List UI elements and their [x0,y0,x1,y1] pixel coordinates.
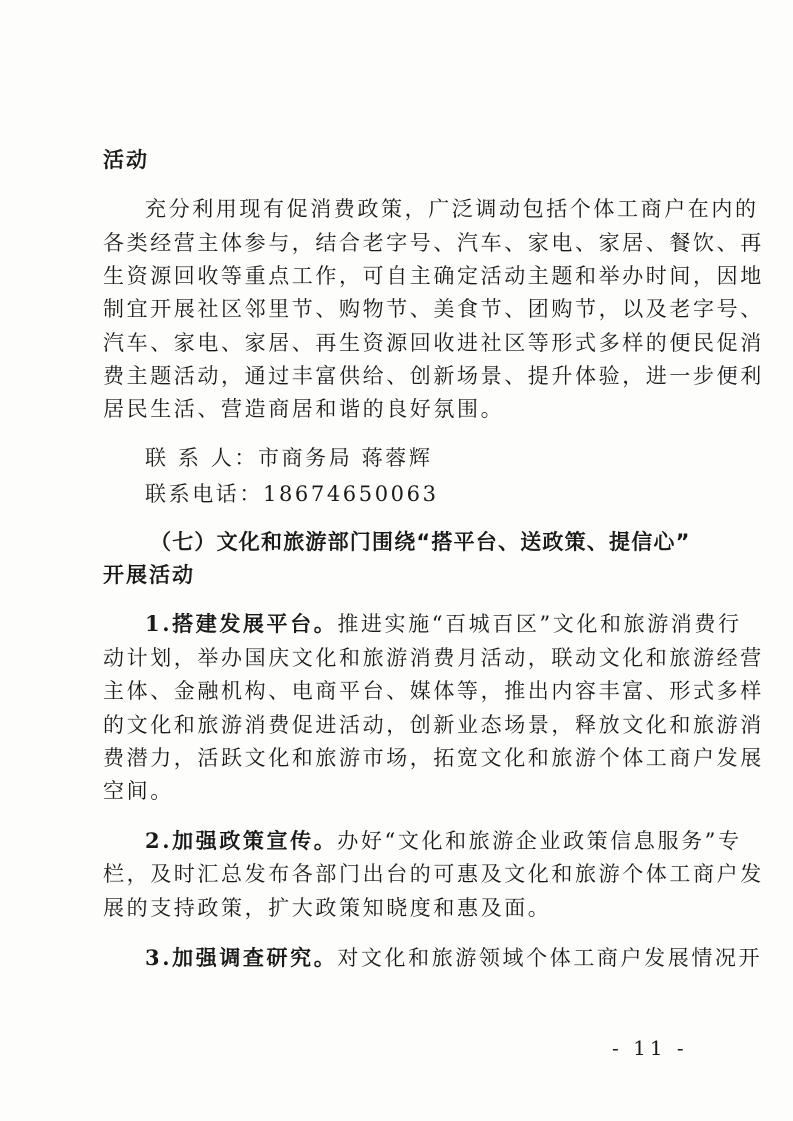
contact-person: 联 系 人：市商务局 蒋蓉辉 [145,446,433,470]
paragraph-line: 栏，及时汇总发布各部门出台的可惠及文化和旅游个体工商户发 [103,862,764,886]
paragraph-line: 制宜开展社区邻里节、购物节、美食节、团购节，以及老字号、 [103,297,764,321]
paragraph-line: 充分利用现有促消费政策，广泛调动包括个体工商户在内的 [145,197,759,221]
item-text: 推进实施“百城百区”文化和旅游消费行 [337,612,742,636]
list-item [145,826,745,856]
paragraph-line: 主体、金融机构、电商平台、媒体等，推出内容丰富、形式多样 [103,679,764,703]
page-number: - 11 - [612,1036,688,1060]
paragraph-line: 空间。 [103,779,174,803]
paragraph-line: 费主题活动，通过丰富供给、创新场景、提升体验，进一步便利 [103,364,764,388]
paragraph-line: 居民生活、营造商居和谐的良好氛围。 [103,397,505,421]
item-text: 办好“文化和旅游企业政策信息服务”专 [337,829,742,853]
paragraph-line: 各类经营主体参与，结合老字号、汽车、家电、家居、餐饮、再 [103,231,764,255]
item-title: 2.加强政策宣传。 [145,828,338,853]
section-heading: （七）文化和旅游部门围绕“搭平台、送政策、提信心” [150,530,691,554]
section-heading-line2: 开展活动 [103,563,195,587]
item-text: 对文化和旅游领域个体工商户发展情况开 [337,946,763,970]
paragraph-line: 生资源回收等重点工作，可自主确定活动主题和举办时间，因地 [103,264,764,288]
paragraph-line: 费潜力，活跃文化和旅游市场，拓宽文化和旅游个体工商户发展 [103,746,764,770]
paragraph-line: 汽车、家电、家居、再生资源回收进社区等形式多样的便民促消 [103,331,764,355]
paragraph-line: 展的支持政策，扩大政策知晓度和惠及面。 [103,896,552,920]
item-title: 1.搭建发展平台。 [145,611,338,636]
paragraph-line: 动计划，举办国庆文化和旅游消费月活动，联动文化和旅游经营 [103,646,764,670]
list-item [145,943,763,973]
contact-phone: 联系电话：18674650063 [145,482,439,506]
list-item [145,609,745,639]
section-heading-tail: 活动 [103,148,149,172]
item-title: 3.加强调查研究。 [145,945,338,970]
paragraph-line: 的文化和旅游消费促进活动，创新业态场景，释放文化和旅游消 [103,713,764,737]
